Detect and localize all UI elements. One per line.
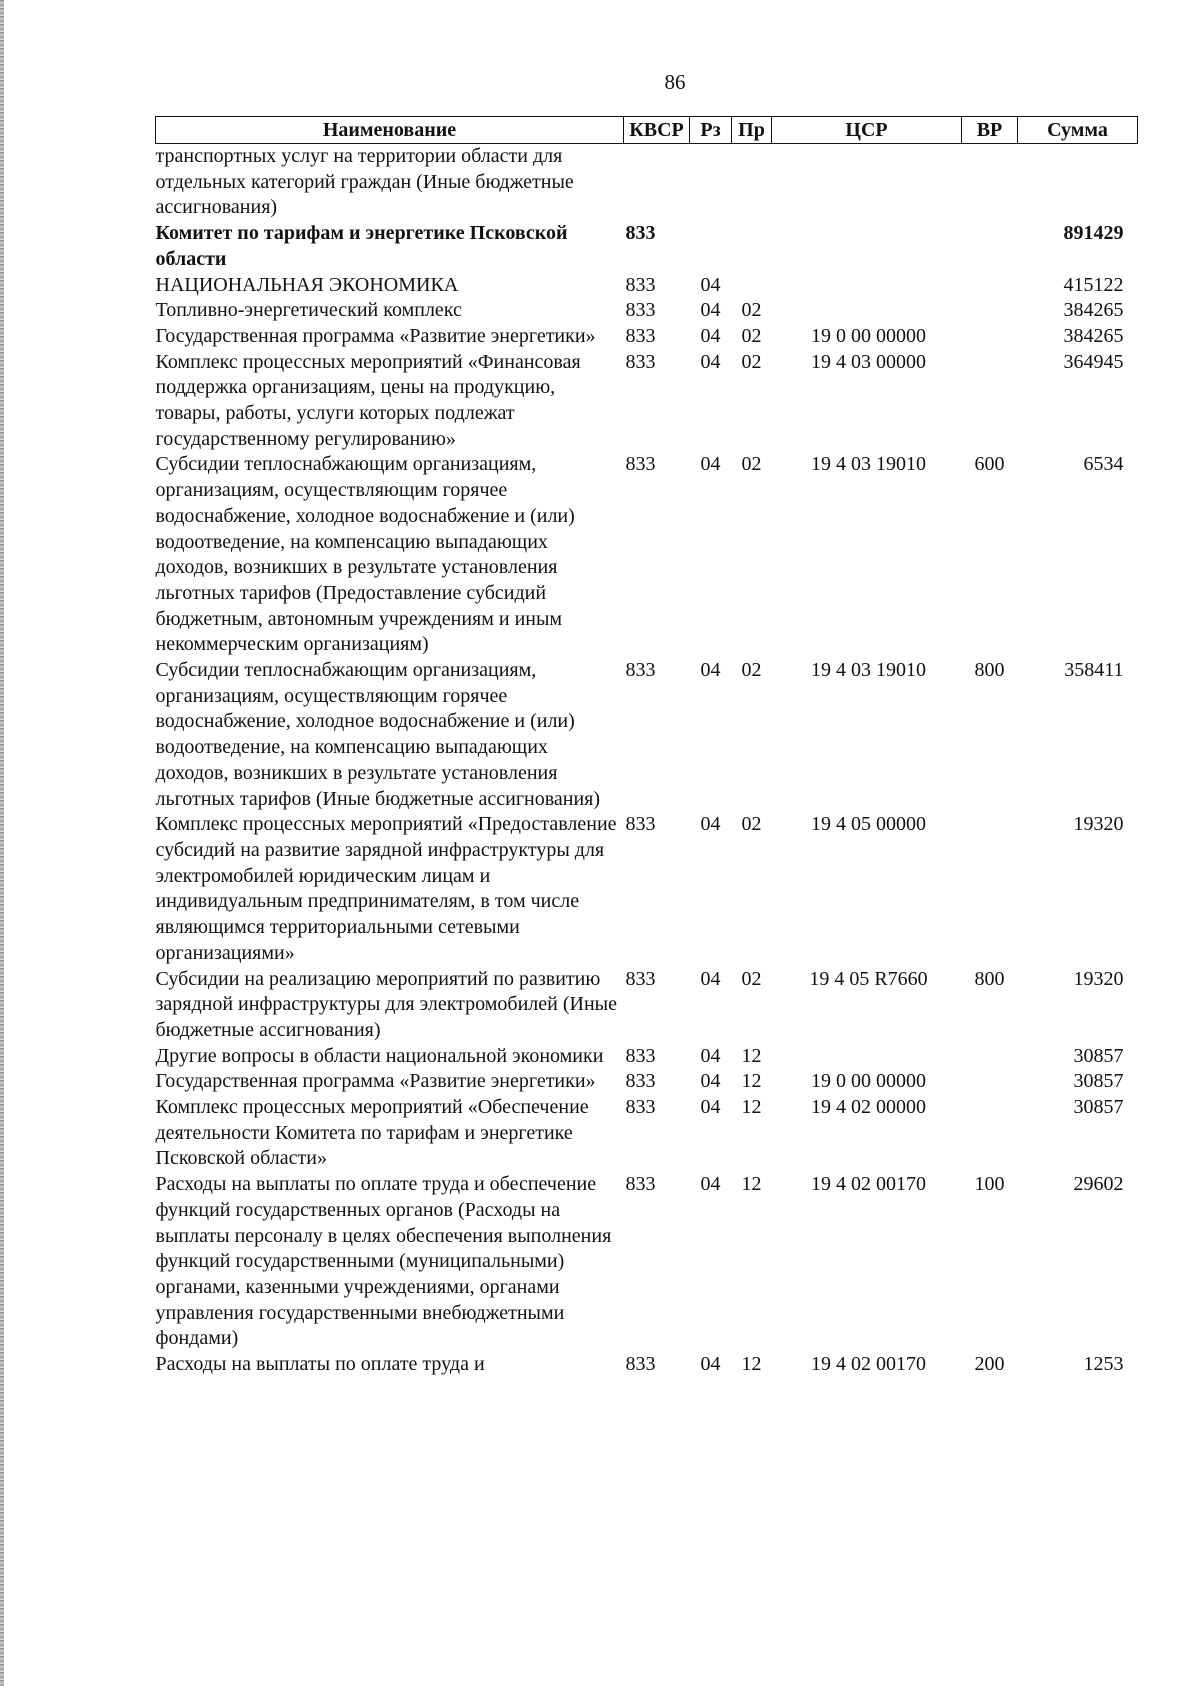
- cell-rz: 04: [700, 273, 721, 296]
- cell-sum: 30857: [1073, 1096, 1124, 1119]
- cell-vr: [962, 273, 1018, 299]
- cell-sum: 6534: [1083, 453, 1124, 476]
- cell-name: Комитет по тарифам и энергетике Псковской области: [155, 222, 568, 270]
- cell-kvsr: 833: [625, 1353, 656, 1376]
- cell-sum: 30857: [1073, 1070, 1124, 1093]
- cell-kvsr: 833: [625, 813, 656, 836]
- cell-name: Расходы на выплаты по оплате труда и: [155, 1353, 485, 1376]
- cell-kvsr: 833: [625, 659, 656, 682]
- cell-rz: 04: [700, 813, 721, 836]
- cell-vr: 200: [974, 1353, 1005, 1376]
- table-header-row: [156, 117, 1138, 144]
- cell-vr: [962, 298, 1018, 324]
- cell-csr: 19 4 05 R7660: [809, 967, 928, 990]
- cell-pr: 02: [741, 299, 762, 322]
- header-vr: ВР: [962, 117, 1018, 144]
- cell-sum: 415122: [1063, 273, 1124, 296]
- table-row: [156, 967, 1138, 1044]
- cell-pr: 02: [741, 813, 762, 836]
- cell-rz: [690, 221, 732, 272]
- table-row: [156, 1172, 1138, 1352]
- cell-kvsr: [624, 144, 690, 222]
- cell-name: Расходы на выплаты по оплате труда и обеспечение функций государственных органов (Расходы на выплаты персоналу в целях обеспечения выполнения функций государственными (муниципальными) органами, казенными учреждениями, органами управления государственными внебюджетными фондами): [155, 1173, 612, 1350]
- table-row: [156, 350, 1138, 453]
- cell-pr: 02: [741, 453, 762, 476]
- cell-name: Государственная программа «Развитие энергетики»: [155, 1070, 596, 1093]
- cell-kvsr: 833: [625, 1070, 656, 1093]
- cell-kvsr: 833: [625, 273, 656, 296]
- cell-sum: 891429: [1063, 222, 1124, 245]
- cell-csr: [772, 273, 962, 299]
- cell-rz: 04: [700, 453, 721, 476]
- cell-csr: 19 0 00 00000: [811, 1070, 926, 1093]
- cell-sum: 19320: [1073, 967, 1124, 990]
- cell-pr: 12: [741, 1353, 762, 1376]
- table-row-committee: [156, 221, 1138, 272]
- cell-rz: 04: [700, 324, 721, 347]
- cell-rz: 04: [700, 659, 721, 682]
- table-row: [156, 1095, 1138, 1172]
- cell-vr: [962, 221, 1018, 272]
- cell-sum: 29602: [1073, 1173, 1124, 1196]
- cell-csr: 19 4 02 00000: [811, 1096, 926, 1119]
- cell-pr: 12: [741, 1044, 762, 1067]
- cell-name: Субсидии на реализацию мероприятий по развитию зарядной инфраструктуры для электромобилей (Иные бюджетные ассигнования): [155, 967, 617, 1041]
- cell-kvsr: 833: [625, 350, 656, 373]
- cell-name: Субсидии теплоснабжающим организациям, организациям, осуществляющим горячее водоснабжение, холодное водоснабжение и (или) водоотведение, на компенсацию выпадающих доходов, возникших в результате установления льготных тарифов (Иные бюджетные ассигнования): [155, 659, 601, 810]
- cell-rz: 04: [700, 299, 721, 322]
- header-pr: Пр: [732, 117, 772, 144]
- cell-kvsr: 833: [625, 453, 656, 476]
- cell-csr: 19 4 02 00170: [811, 1173, 926, 1196]
- cell-name: транспортных услуг на территории области для отдельных категорий граждан (Иные бюджетные ассигнования): [155, 145, 574, 219]
- cell-vr: [962, 350, 1018, 453]
- cell-vr: 800: [974, 967, 1005, 990]
- cell-sum: 358411: [1064, 659, 1124, 682]
- header-sum: Сумма: [1018, 117, 1138, 144]
- table-row: [156, 273, 1138, 299]
- cell-pr: 12: [741, 1070, 762, 1093]
- header-kvsr: КВСР: [624, 117, 690, 144]
- header-name: Наименование: [156, 117, 624, 144]
- header-rz: Рз: [690, 117, 732, 144]
- cell-pr: 02: [741, 967, 762, 990]
- cell-pr: 12: [741, 1096, 762, 1119]
- table-row: [156, 324, 1138, 350]
- cell-vr: [962, 324, 1018, 350]
- table-row: [156, 298, 1138, 324]
- table-row: [156, 1044, 1138, 1070]
- cell-vr: 800: [974, 659, 1005, 682]
- cell-name: Комплекс процессных мероприятий «Предоставление субсидий на развитие зарядной инфраструктуры для электромобилей юридическим лицам и индивидуальным предпринимателям, в том числе являющимся территориальными сетевыми организациями»: [155, 813, 617, 964]
- cell-rz: 04: [700, 350, 721, 373]
- cell-vr: [962, 812, 1018, 966]
- cell-vr: [962, 1069, 1018, 1095]
- budget-table: [155, 116, 1138, 1378]
- cell-sum: 30857: [1073, 1044, 1124, 1067]
- cell-sum: 364945: [1063, 350, 1124, 373]
- cell-vr: 600: [974, 453, 1005, 476]
- cell-name: Другие вопросы в области национальной экономики: [155, 1044, 604, 1067]
- cell-kvsr: 833: [625, 1044, 656, 1067]
- cell-vr: [962, 144, 1018, 222]
- table-row: [156, 1352, 1138, 1378]
- table-row: [156, 812, 1138, 966]
- cell-name: Топливно-энергетический комплекс: [155, 299, 462, 322]
- cell-rz: 04: [700, 1353, 721, 1376]
- cell-pr: 12: [741, 1173, 762, 1196]
- cell-vr: 100: [974, 1173, 1005, 1196]
- cell-sum: 19320: [1073, 813, 1124, 836]
- cell-rz: [690, 144, 732, 222]
- cell-csr: [772, 1044, 962, 1070]
- cell-kvsr: 833: [625, 222, 656, 245]
- table-row: [156, 452, 1138, 658]
- cell-csr: 19 4 03 19010: [811, 453, 926, 476]
- cell-kvsr: 833: [625, 299, 656, 322]
- cell-rz: 04: [700, 1096, 721, 1119]
- cell-csr: [772, 221, 962, 272]
- cell-rz: 04: [700, 967, 721, 990]
- cell-pr: 02: [741, 350, 762, 373]
- cell-name: Государственная программа «Развитие энергетики»: [155, 324, 596, 347]
- cell-kvsr: 833: [625, 324, 656, 347]
- cell-sum: 1253: [1083, 1353, 1124, 1376]
- cell-rz: 04: [700, 1044, 721, 1067]
- cell-pr: [732, 221, 772, 272]
- table-row: [156, 658, 1138, 812]
- table-row: [156, 144, 1138, 222]
- cell-rz: 04: [700, 1070, 721, 1093]
- page-number: 86: [664, 70, 686, 94]
- cell-pr: [732, 144, 772, 222]
- cell-sum: 384265: [1063, 324, 1124, 347]
- cell-csr: [772, 144, 962, 222]
- cell-sum: 384265: [1063, 299, 1124, 322]
- cell-kvsr: 833: [625, 1096, 656, 1119]
- cell-csr: 19 0 00 00000: [811, 324, 926, 347]
- cell-vr: [962, 1044, 1018, 1070]
- cell-csr: 19 4 02 00170: [811, 1353, 926, 1376]
- cell-pr: 02: [741, 659, 762, 682]
- cell-name: НАЦИОНАЛЬНАЯ ЭКОНОМИКА: [155, 273, 459, 296]
- cell-vr: [962, 1095, 1018, 1172]
- cell-csr: 19 4 05 00000: [811, 813, 926, 836]
- cell-kvsr: 833: [625, 967, 656, 990]
- cell-csr: 19 4 03 00000: [811, 350, 926, 373]
- cell-pr: 02: [741, 324, 762, 347]
- cell-pr: [732, 273, 772, 299]
- cell-sum: [1018, 144, 1138, 222]
- cell-name: Комплекс процессных мероприятий «Обеспечение деятельности Комитета по тарифам и энергетике Псковской области»: [155, 1096, 589, 1170]
- cell-name: Комплекс процессных мероприятий «Финансовая поддержка организациям, цены на продукцию, товары, работы, услуги которых подлежат государственному регулированию»: [155, 350, 581, 450]
- table-row: [156, 1069, 1138, 1095]
- cell-name: Субсидии теплоснабжающим организациям, организациям, осуществляющим горячее водоснабжение, холодное водоснабжение и (или) водоотведение, на компенсацию выпадающих доходов, возникших в результате установления льготных тарифов (Предоставление субсидий бюджетным, автономным учреждениям и иным некоммерческим организациям): [155, 453, 575, 656]
- cell-kvsr: 833: [625, 1173, 656, 1196]
- cell-csr: [772, 298, 962, 324]
- cell-rz: 04: [700, 1173, 721, 1196]
- header-csr: ЦСР: [772, 117, 962, 144]
- cell-csr: 19 4 03 19010: [811, 659, 926, 682]
- scan-edge: [0, 0, 4, 1686]
